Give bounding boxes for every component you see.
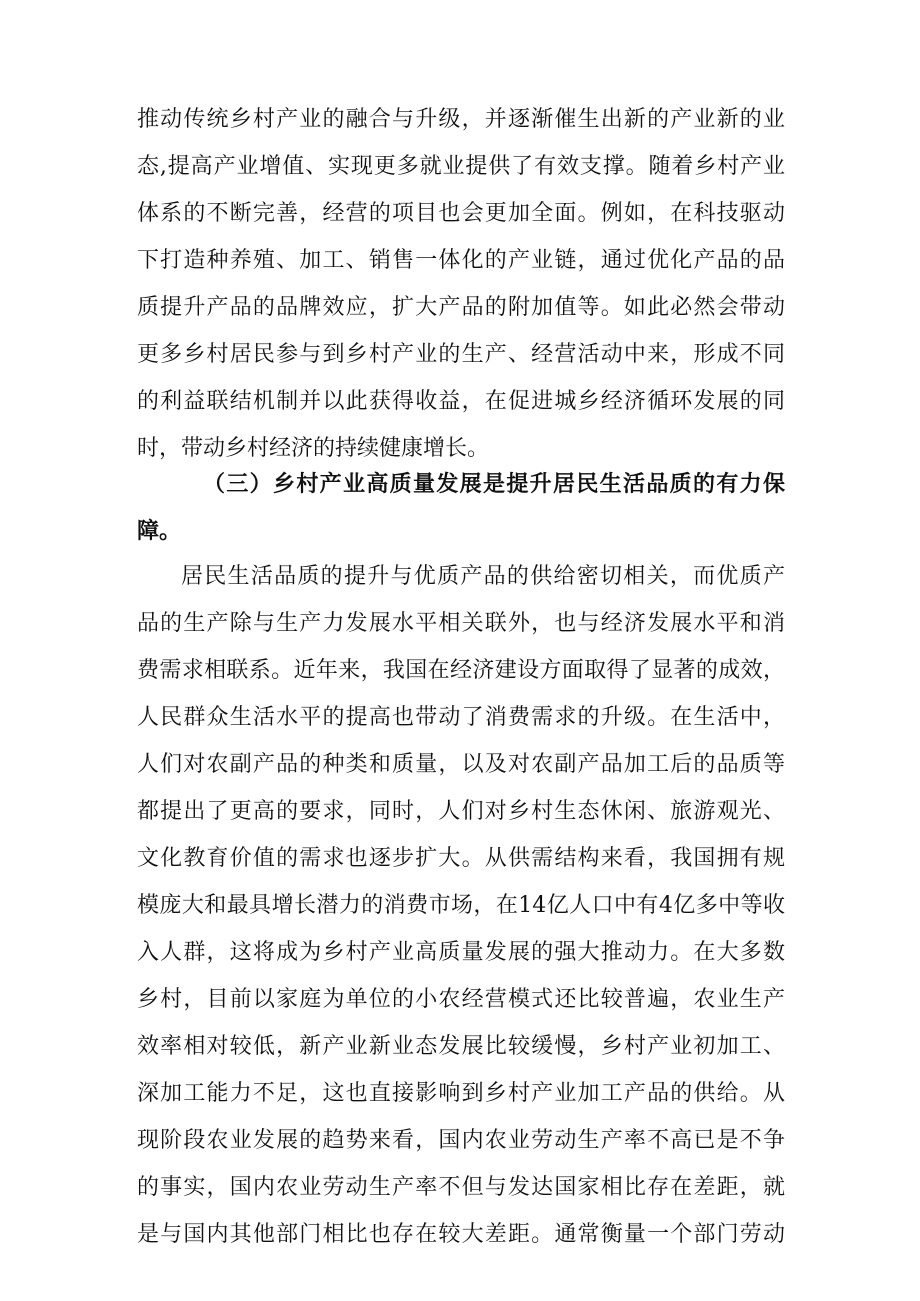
paragraph-line: 人民群众生活水平的提高也带动了消费需求的升级。在生活中，: [137, 705, 785, 730]
paragraph-line: 时，带动乡村经济的持续健康增长。: [137, 436, 490, 461]
paragraph-line: 的利益联结机制并以此获得收益，在促进城乡经济循环发展的同: [137, 389, 785, 414]
paragraph-line: 文化教育价值的需求也逐步扩大。从供需结构来看，我国拥有规: [137, 846, 785, 871]
paragraph-line: 的事实，国内农业劳动生产率不但与发达国家相比存在差距，就: [137, 1175, 785, 1200]
paragraph-line: 下打造种养殖、加工、销售一体化的产业链，通过优化产品的品: [137, 248, 785, 273]
paragraph-line: 现阶段农业发展的趋势来看，国内农业劳动生产率不高已是不争: [137, 1128, 785, 1153]
paragraph-line: 模庞大和最具增长潜力的消费市场，在14亿人口中有4亿多中等收: [137, 893, 785, 918]
paragraph-line: 乡村，目前以家庭为单位的小农经营模式还比较普遍，农业生产: [137, 987, 785, 1012]
paragraph-line: 是与国内其他部门相比也存在较大差距。通常衡量一个部门劳动: [137, 1222, 785, 1247]
paragraph-line: 入人群，这将成为乡村产业高质量发展的强大推动力。在大多数: [137, 940, 785, 965]
paragraph-line: 推动传统乡村产业的融合与升级，并逐渐催生出新的产业新的业: [137, 107, 785, 132]
paragraph-line: 效率相对较低，新产业新业态发展比较缓慢，乡村产业初加工、: [137, 1034, 785, 1059]
paragraph-line: 体系的不断完善，经营的项目也会更加全面。例如，在科技驱动: [137, 201, 785, 226]
paragraph-line: 更多乡村居民参与到乡村产业的生产、经营活动中来，形成不同: [137, 342, 785, 367]
heading-line: 障。: [137, 519, 182, 544]
paragraph-line: 居民生活品质的提升与优质产品的供给密切相关，而优质产: [181, 564, 785, 589]
paragraph-line: 费需求相联系。近年来，我国在经济建设方面取得了显著的成效，: [137, 658, 785, 683]
paragraph-line: 都提出了更高的要求，同时，人们对乡村生态休闲、旅游观光、: [137, 799, 785, 824]
paragraph-line: 品的生产除与生产力发展水平相关联外，也与经济发展水平和消: [137, 611, 785, 636]
paragraph-line: 质提升产品的品牌效应，扩大产品的附加值等。如此必然会带动: [137, 295, 785, 320]
section-heading-3: [137, 461, 785, 555]
paragraph-line: 态,提高产业增值、实现更多就业提供了有效支撑。随着乡村产业: [137, 154, 785, 179]
paragraph-2: [137, 553, 785, 1258]
paragraph-line: 深加工能力不足，这也直接影响到乡村产业加工产品的供给。从: [137, 1081, 785, 1106]
paragraph-1: [137, 96, 785, 472]
heading-line: （三）乡村产业高质量发展是提升居民生活品质的有力保: [203, 472, 785, 497]
paragraph-line: 人们对农副产品的种类和质量，以及对农副产品加工后的品质等: [137, 752, 785, 777]
